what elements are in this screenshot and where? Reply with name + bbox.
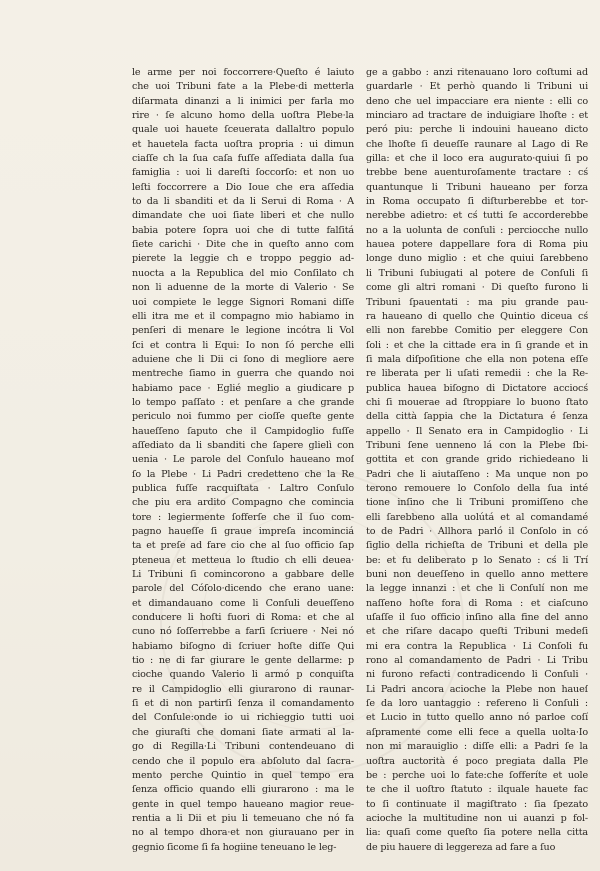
text-line: non li aduenne de la morte di Valerio · Se — [132, 282, 354, 294]
text-line: gegnio ſicome ſi fa hogiine teneuano le leg- — [132, 841, 337, 853]
text-line: uoi compiete le legge Signori Romani diſſe — [132, 296, 354, 308]
text-line: dimandate che uoi ſiate liberi et che nullo — [132, 210, 354, 222]
text-line: periculo noi fummo per cioſſe queſte gente — [132, 411, 354, 423]
text-line: famiglia : uoi li dareſti ſoccorſo: et non uo — [132, 167, 354, 179]
text-line: et dimandauano come li Conſuli deueſſeno — [132, 597, 354, 609]
text-line: acioche la multitudine non ui auanzi p fol- — [366, 812, 588, 824]
text-line: deno che uel impacciare era niente : elli co — [366, 95, 588, 107]
text-line: naſſeno hoſte fora di Roma : et ciaſcuno — [366, 597, 588, 609]
text-line: tione inſino che li Tribuni promiſſeno che — [366, 497, 588, 509]
text-line: ſi et di non partirſi ſenza il comandamento — [132, 698, 354, 710]
text-line: mi era contra la Republica · Li Conſoli fu — [366, 640, 588, 652]
text-line: non mi marauiglio : diſſe elli: a Padri ſe la — [366, 741, 588, 753]
text-line: ſenza officio quando elli giurarono : ma le — [132, 784, 354, 796]
text-line: pteneua et metteua lo ſtudio ch elli deuea· — [132, 554, 354, 566]
text-line: della città ſappia che la Dictatura é ſenza — [366, 411, 588, 423]
text-line: ſe da loro uantaggio : refereno li Conſuli : — [366, 698, 588, 710]
text-line: uſaſſe il ſuo officio inſino alla fine del anno — [366, 612, 588, 624]
text-line: mento perche Quintio in quel tempo era — [132, 769, 354, 781]
text-line: et hauetela facta uoſtra propria : ui dimun — [132, 138, 354, 150]
text-line: publica fuſſe racquiſtata · Laltro Conſulo — [132, 482, 354, 494]
text-line: gottita et con grande grido richiedeano li — [366, 454, 588, 466]
text-line: che lhoſte ſi deueſſe raunare al Lago di Re — [366, 138, 588, 150]
text-line: re il Campidoglio elli giurarono di raunar- — [132, 683, 354, 695]
text-line: rono al comandamento de Padri · Li Tribu — [366, 655, 588, 667]
text-line: la legge innanzi : et che li Conſulí non me — [366, 583, 588, 595]
text-line: Li Padri ancora acioche la Plebe non haueſ — [366, 683, 588, 695]
text-line: del Conſule:onde io ui richieggio tutti uoi — [132, 712, 354, 724]
text-line: habiamo pace · Eglié meglio a giudicare p — [132, 382, 354, 394]
text-line: ſiete carichi · Dite che in queſto anno com — [132, 239, 354, 251]
text-line: lia: quaſi come queſto ſia potere nella citta — [366, 827, 588, 839]
text-line: che piu era ardito Compagno che comincia — [132, 497, 354, 509]
text-line: te che il uoſtro ſtatuto : ilquale hauete fac — [366, 784, 588, 796]
text-line: pagno haueſſe ſi graue impreſa incominciá — [132, 526, 354, 537]
text-line: penſeri di menare le legione incótra li Vol — [132, 325, 354, 337]
text-line: re liberata per li uſati remedii : che la Re- — [366, 368, 588, 380]
text-line: parole del Cóſolo·dicendo che erano uane: — [132, 583, 354, 595]
text-line: be: et fu deliberato p lo Senato : cś li Trí — [366, 554, 588, 566]
text-line: in Roma occupato ſi diſturberebbe et tor- — [366, 196, 588, 208]
text-column-left — [132, 66, 354, 855]
text-line: habiamo biſogno di ſcriuer hoſte diſſe Qui — [132, 640, 354, 652]
text-line: come gli altri romani · Di queſto furono li — [366, 282, 588, 294]
text-line: aſpramente come elli fece a quella uolta·Io — [366, 726, 588, 738]
text-line: babia potere ſopra uoi che di tutte falſitá — [132, 224, 354, 236]
text-line: Padri che li aiutaſſeno : Ma unque non po — [366, 468, 588, 480]
text-line: elli itra me et il compagno mio habiamo in — [132, 310, 354, 322]
text-line: ge a gabbo : anzi ritenauano loro coſtumi ad — [366, 67, 588, 78]
text-line: leſti foccorrere a Dio Ioue che era aſſedia — [132, 181, 354, 193]
text-line: go di Regilla·Li Tribuni contendeuano di — [132, 741, 354, 753]
text-line: aſſediato da li sbanditi che ſapere glielì con — [132, 439, 354, 451]
text-line: mentreche ſiamo in guerra che quando noi — [132, 368, 354, 380]
text-line: haueſſeno ſaputo che il Campidoglio fuſſe — [132, 425, 354, 437]
text-line: uoſtra auctorità é poco pregiata dalla Ple — [366, 755, 588, 767]
text-line: cuno nó ſoſſerrebbe a farſi ſcriuere · Nei nó — [132, 626, 354, 638]
text-line: ciaſſe ch la ſua caſa fuſſe aſſediata dalla ſua — [132, 153, 354, 165]
text-line: to da li sbanditi et da li Serui di Roma · A — [132, 196, 354, 208]
text-line: be : perche uoi lo fate:che ſofferíte et uole — [366, 769, 588, 781]
text-line: longe duno miglio : et che quiui ſarebbeno — [366, 253, 588, 265]
text-line: tio : ne di far giurare le gente dellarme: p — [132, 655, 354, 667]
text-line: hauea potere dappellare fora di Roma piu — [366, 239, 588, 251]
text-line: elli ſarebbeno alla uolútá et al comandamé — [366, 511, 588, 523]
text-line: tore : legiermente ſofferſe che il ſuo com- — [132, 511, 354, 523]
text-line: le arme per noi foccorrere·Queſto é laiuto — [132, 67, 354, 78]
text-line: minciaro ad tractare de induigiare lhoſte : et — [366, 110, 588, 122]
text-line: lo tempo paſſato : et penſare a che grande — [132, 396, 354, 408]
text-line: nuocta a la Republica del mio Conſilato ch — [132, 267, 354, 279]
text-line: Tribuni ſene uenneno lá con la Plebe ſbi- — [366, 439, 588, 451]
text-line: Li Tribuni ſi comincorono a gabbare delle — [132, 569, 354, 581]
text-line: terono remouere lo Conſolo della ſua inté — [366, 482, 588, 494]
text-line: ſoli : et che la cittade era in ſi grande et in — [366, 339, 588, 351]
text-line: aduiene che li Dii ci ſono di megliore aere — [132, 353, 354, 365]
text-line: elli non farebbe Comitio per eleggere Con — [366, 325, 588, 337]
text-line: appello · Il Senato era in Campidoglio · Li — [366, 425, 588, 437]
text-line: uenia · Le parole del Conſulo haueano moſ — [132, 454, 354, 466]
text-line: ſiglio della richieſta de Tribuni et della ple — [366, 540, 588, 552]
text-line: gente in quel tempo haueano magior reue- — [132, 798, 354, 810]
text-line: quale uoi hauete ſceuerata dallaltro populo — [132, 124, 354, 136]
text-line: ſo la Plebe · Li Padri credetteno che la Re — [132, 468, 354, 480]
text-line: peró piu: perche li indouini haueano dicto — [366, 124, 588, 136]
text-line: et che riſare dacapo queſti Tribuni medeſi — [366, 626, 588, 638]
text-line: ra haueano di quello che Quintio diceua cś — [366, 310, 588, 322]
text-line: quantunque li Tribuni haueano per forza — [366, 181, 588, 193]
text-line: ni furono refacti contradicendo li Conſuli · — [366, 669, 588, 681]
text-line: gilla: et che il loco era augurato·quiui ſi po — [366, 153, 588, 165]
text-line: et Lucio in tutto quello anno nó parloe coſí — [366, 712, 588, 724]
text-line: no a la uolunta de conſuli : perciocche nullo — [366, 224, 588, 236]
text-line: li Tribuni ſubiugati al potere de Conſuli ſi — [366, 267, 588, 279]
text-line: ſi mala diſpoſitione che ella non potena eſſe — [366, 353, 588, 365]
text-line: to de Padri · Allhora parló il Conſolo in có — [366, 526, 588, 537]
text-line: guardarle · Et perhò quando li Tribuni ui — [366, 81, 588, 93]
text-line: de piu hauere di leggereza ad fare a ſuo — [366, 841, 556, 853]
text-line: ta et preſe ad fare cio che al ſuo officio ſap — [132, 540, 354, 552]
text-line: cendo che il populo era abſoluto dal ſacra- — [132, 755, 354, 767]
text-line: ſci et contra li Equi: Io non ſó perche elli — [132, 339, 354, 351]
text-line: Tribuni ſpauentati : ma piu grande pau- — [366, 296, 588, 308]
text-line: trebbe bene auenturoſamente tractare : cś — [366, 167, 588, 179]
text-line: no al tempo dhora·et non giurauano per in — [132, 827, 354, 839]
text-line: che giuraſti che domani ſiate armati al la- — [132, 726, 354, 738]
text-line: buni non deueſſeno in quello anno mettere — [366, 569, 588, 581]
text-line: conducere li hoſti fuori di Roma: et che al — [132, 612, 354, 624]
text-line: diſarmata dinanzi a li inimici per farla mo — [132, 95, 354, 107]
text-line: rire · ſe alcuno homo della uoſtra Plebe·la — [132, 110, 354, 122]
text-line: nerebbe adietro: et cś tutti ſe accorderebbe — [366, 210, 588, 222]
text-column-right — [366, 66, 588, 855]
text-line: che uoi Tribuni fate a la Plebe·di metterla — [132, 81, 354, 93]
text-line: chi ſi mouerae ad ſtroppiare lo buono ſtato — [366, 396, 588, 408]
text-line: pierete la leggie ch e troppo peggio ad- — [132, 253, 354, 265]
text-line: rentia a li Dii et piu li temeuano che nó fa — [132, 812, 354, 824]
text-line: to ſi continuate il magiſtrato : ſia ſpezato — [366, 798, 588, 810]
text-line: publica hauea biſogno di Dictatore acciocś — [366, 382, 588, 394]
text-line: cioche quando Valerio li armó p conquiſta — [132, 669, 354, 681]
